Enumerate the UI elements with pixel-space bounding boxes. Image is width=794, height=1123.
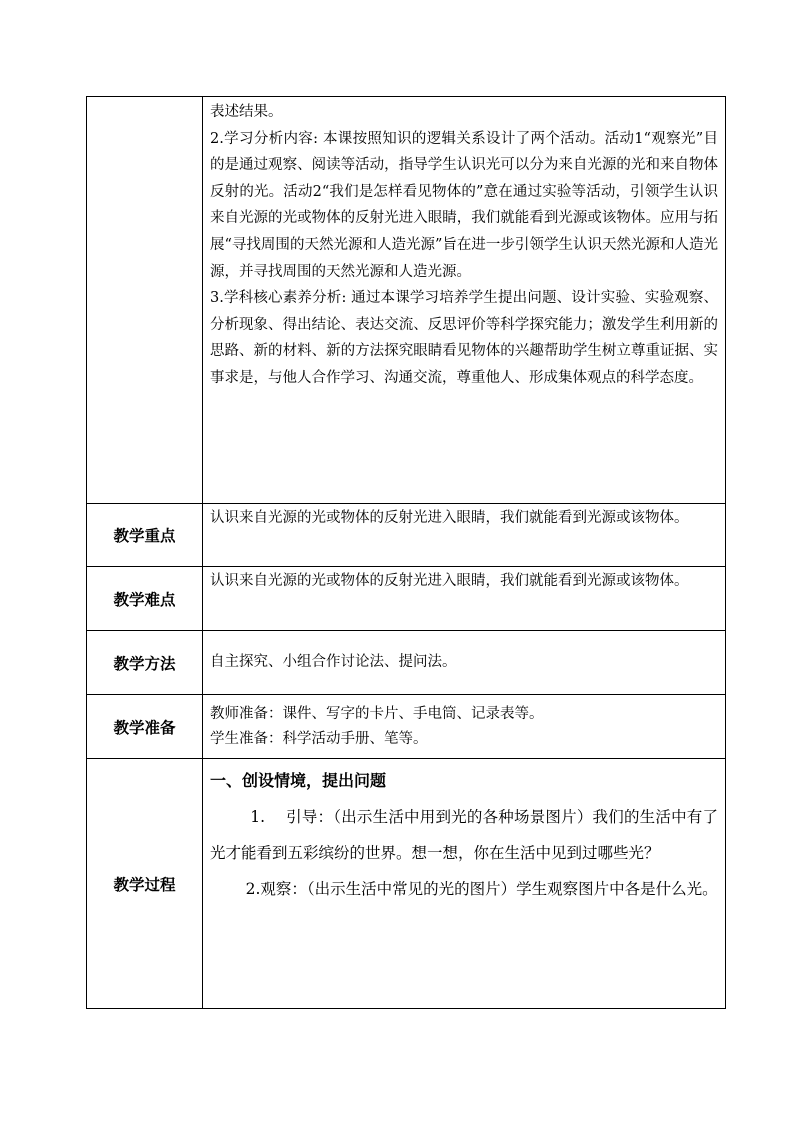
methods-text: 自主探究、小组合作讨论法、提问法。 <box>210 654 457 670</box>
preparation-label: 教学准备 <box>87 695 203 759</box>
methods-row <box>87 631 726 695</box>
result-paragraph: 表述结果。 <box>210 104 283 120</box>
lesson-plan-table <box>86 96 726 1009</box>
process-content-cell <box>203 759 726 1009</box>
difficulties-row <box>87 567 726 631</box>
process-step-2: 2.观察：（出示生活中常见的光的图片）学生观察图片中各是什么光。 <box>245 880 718 898</box>
preparation-content-cell <box>203 695 726 759</box>
process-label: 教学过程 <box>87 759 203 1009</box>
methods-content-cell <box>203 631 726 695</box>
analysis-row <box>87 97 726 504</box>
key-points-text: 认识来自光源的光或物体的反射光进入眼睛，我们就能看到光源或该物体。 <box>210 510 689 526</box>
key-points-row <box>87 504 726 567</box>
difficulties-text: 认识来自光源的光或物体的反射光进入眼睛，我们就能看到光源或该物体。 <box>210 573 689 589</box>
methods-label: 教学方法 <box>87 631 203 695</box>
process-section-heading: 一、创设情境，提出问题 <box>210 771 387 790</box>
difficulties-label: 教学难点 <box>87 567 203 631</box>
process-step-1: 1. 引导：（出示生活中用到光的各种场景图片）我们的生活中有了光才能看到五彩缤纷的世界。想一想，你在生活中见到过哪些光？ <box>210 808 718 862</box>
learning-analysis-paragraph: 2.学习分析内容: 本课按照知识的逻辑关系设计了两个活动。活动1“观察光”目的是通过观察、阅读等活动，指导学生认识光可以分为来自光源的光和来自物体反射的光。活动2“我们是怎样看见物体的”意在通过实验等活动，引领学生认识来自光源的光或物体的反射光进入眼睛，我们就能看到光源或该物体。应用与拓展“寻找周围的天然光源和人造光源”旨在进一步引领学生认识天然光源和人造光源，并寻找周围的天然光源和人造光源。 <box>210 130 718 280</box>
process-row <box>87 759 726 1009</box>
analysis-label-cell <box>87 97 203 504</box>
teacher-preparation-text: 教师准备：课件、写字的卡片、手电筒、记录表等。 <box>210 705 544 722</box>
student-preparation-text: 学生准备：科学活动手册、笔等。 <box>210 730 428 747</box>
core-literacy-paragraph: 3.学科核心素养分析: 通过本课学习培养学生提出问题、设计实验、实验观察、分析现象、得出结论、表达交流、反思评价等科学探究能力；激发学生利用新的思路、新的材料、新的方法探究眼睛看见物体的兴趣帮助学生树立尊重证据、实事求是，与他人合作学习、沟通交流，尊重他人、形成集体观点的科学态度。 <box>210 290 718 386</box>
analysis-content-cell <box>203 97 726 504</box>
key-points-label: 教学重点 <box>87 504 203 567</box>
preparation-row <box>87 695 726 759</box>
difficulties-content-cell <box>203 567 726 631</box>
key-points-content-cell <box>203 504 726 567</box>
